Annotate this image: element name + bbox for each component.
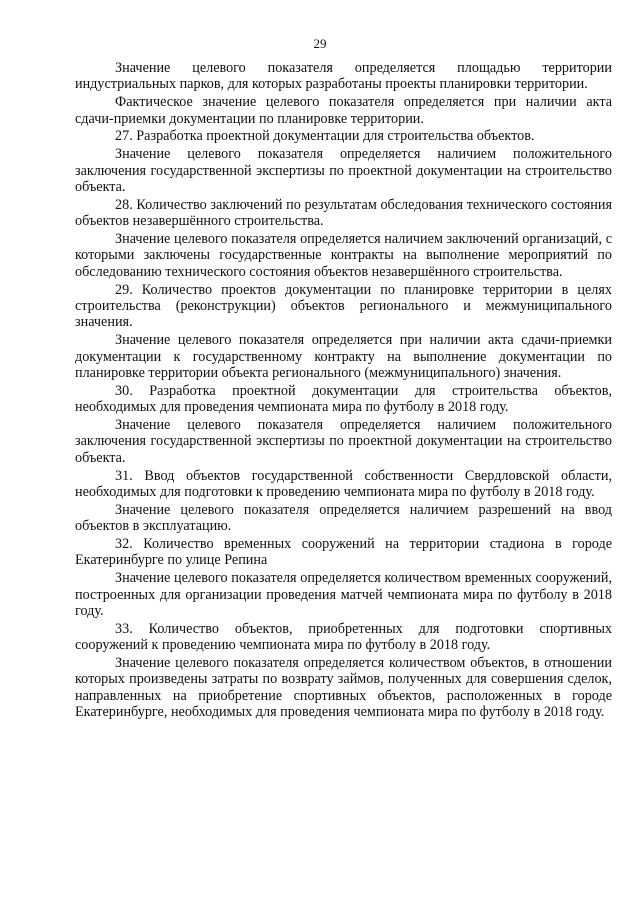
page-number: 29	[313, 36, 327, 51]
paragraph: Значение целевого показателя определяется при наличии акта сдачи-приемки документации к государственному контракту на выполнение документации по планировке территории объекта регионального (межмуниципального) значения.	[75, 332, 612, 382]
paragraph: Значение целевого показателя определяется количеством временных сооружений, построенных для организации проведения матчей чемпионата мира по футболу в 2018 году.	[75, 570, 612, 620]
item-heading-29: 29. Количество проектов документации по планировке территории в целях строительства (реконструкции) объектов регионального и межмуниципального значения.	[75, 281, 612, 331]
item-heading-32: 32. Количество временных сооружений на территории стадиона в городе Екатеринбурге по улице Репина	[75, 536, 612, 569]
paragraph: Значение целевого показателя определяется наличием положительного заключения государственной экспертизы по проектной документации на строительство объекта.	[75, 146, 612, 196]
paragraph: Значение целевого показателя определяется количеством объектов, в отношении которых произведены затраты по возврату займов, полученных для совершения сделок, направленных на приобретение спортивных объектов, расположенных в городе Екатеринбурге, необходимых для проведения чемпионата мира по футболу в 2018 году.	[75, 655, 612, 721]
item-heading-28: 28. Количество заключений по результатам обследования технического состояния объектов незавершённого строительства.	[75, 196, 612, 230]
paragraph: Значение целевого показателя определяется наличием положительного заключения государственной экспертизы по проектной документации на строительство объекта.	[75, 417, 612, 466]
paragraph: Значение целевого показателя определяется наличием разрешений на ввод объектов в эксплуатацию.	[75, 501, 612, 535]
paragraph: Значение целевого показателя определяется наличием заключений организаций, с которыми заключены государственные контракты на выполнение мероприятий по обследованию технического состояния объектов незавершённого строительства.	[75, 231, 612, 280]
item-heading-31: 31. Ввод объектов государственной собственности Свердловской области, необходимых для подготовки к проведению чемпионата мира по футболу в 2018 году.	[75, 467, 612, 501]
document-body	[75, 60, 612, 722]
item-heading-33: 33. Количество объектов, приобретенных для подготовки спортивных сооружений к проведению чемпионата мира по футболу в 2018 году.	[75, 620, 612, 654]
paragraph: Значение целевого показателя определяется площадью территории индустриальных парков, для которых разработаны проекты планировки территории.	[75, 60, 612, 93]
item-heading-30: 30. Разработка проектной документации для строительства объектов, необходимых для проведения чемпионата мира по футболу в 2018 году.	[75, 382, 612, 416]
paragraph: Фактическое значение целевого показателя определяется при наличии акта сдачи-приемки документации по планировке территории.	[75, 94, 612, 127]
item-heading-27: 27. Разработка проектной документации для строительства объектов.	[115, 128, 535, 145]
